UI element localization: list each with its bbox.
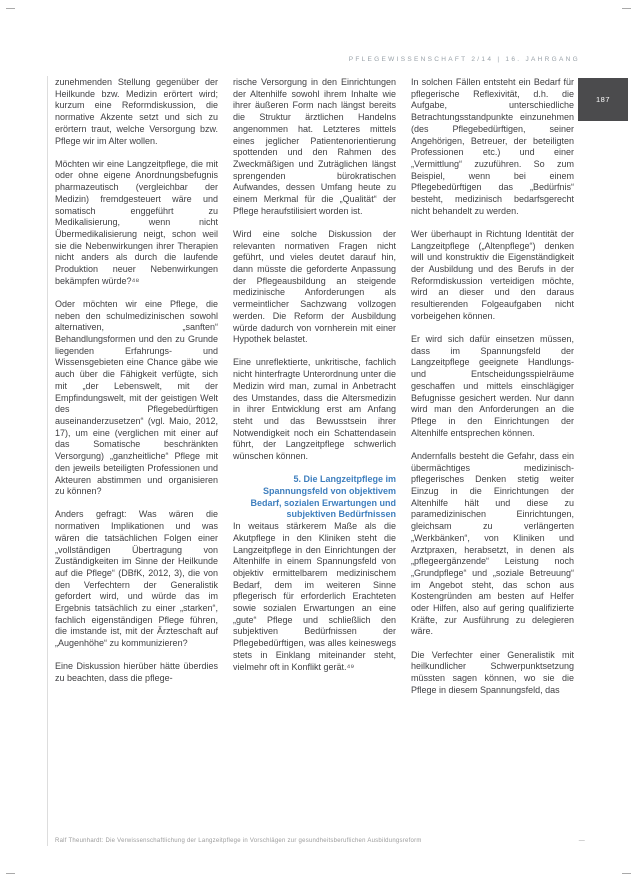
footer-line <box>55 838 585 844</box>
body-paragraph: In solchen Fällen entsteht ein Bedarf für pflegerische Reflexivität, d.h. die Aufgabe, unterschiedliche Betrachtungsstandpunkte einzunehmen (des Pflegebedürftigen, seiner Angehörigen, Betreuer, der beteiligten Professionen etc.) und einer „Vermittlung“ zuzuführen. So zum Beispiel, wenn bei einem Pflegebedürftigen das „Bedürfnis“ besteht, medizinisch bedarfsgerecht nicht behandelt zu werden. <box>411 77 574 216</box>
page-number: 187 <box>595 95 610 104</box>
body-paragraph: In weitaus stärkerem Maße als die Akutpflege in den Kliniken steht die Langzeitpflege in den Einrichtungen der Altenhilfe in einem Spannungsfeld von objektiv ermittelbarem medizinischem Bedarf, dem im weiteren Sinne pflegerisch für erforderlich Erachteten sowie sozialen Erwartungen an eine „gute“ Pflege und schließlich den subjektiven Bedürfnissen der Pflegebedürftigen, was alles keineswegs stets in Einklang miteinander steht, vielmehr oft in Konflikt gerät.⁴⁹ <box>233 521 396 672</box>
journal-header: PFLEGEWISSENSCHAFT 2/14 | 16. JAHRGANG <box>348 56 580 63</box>
body-paragraph: zunehmenden Stellung gegenüber der Heilkunde bzw. Medizin erörtert wird; kurzum eine Reformdiskussion, die normative Akzente setzt und sich zu erörtern traut, welche Versorgung bzw. Pflege wir im Alter wollen. <box>55 77 218 146</box>
crop-mark-bottom-right <box>622 873 631 874</box>
text-columns <box>55 77 574 696</box>
body-paragraph: Oder möchten wir eine Pflege, die neben den schulmedizinischen sowohl alternativen, „sanften“ Behandlungsformen und den zu Grunde liegenden Erfahrungs- und Wissensgebieten eine Chance gäbe wie auch über die Fähigkeit verfügte, sich mit „der Lebenswelt, mit der Empfindungswelt, mit der geistigen Welt des Pflegebedürftigen auseinanderzusetzen“ (vgl. Maio, 2012, 17), um eine (verglichen mit einer auf das Somatische beschränkten Versorgung) „ganzheitliche“ Pflege mit den jeweils beteiligten Professionen und Akteuren abstimmen und organisieren zu können? <box>55 298 218 497</box>
body-paragraph: Möchten wir eine Langzeitpflege, die mit oder ohne eigene Anordnungsbefugnis pharmazeutisch (vergleichbar der Medizin) fremdgesteuert wäre und somatisch enggeführt zu Medikalisierung, wenn nicht Übermedikalisierung neigt, schon weil sie die Nebenwirkungen ihrer Therapien nicht anders als durch die laufende Produktion neuer Nebenwirkungen bekämpfen würde?⁴⁸ <box>55 158 218 286</box>
body-paragraph: Die Verfechter einer Generalistik mit heilkundlicher Schwerpunktsetzung müssten sagen können, wo sie die Pflege in diesem Spannungsfeld, das <box>411 649 574 695</box>
crop-mark-bottom-left <box>6 873 15 874</box>
section-heading-line: Bedarf, sozialen Erwartungen und <box>250 497 396 508</box>
text-column-2 <box>233 77 396 696</box>
body-paragraph: Anders gefragt: Was wären die normativen Implikationen und was wären die tatsächlichen Folgen einer „vollständigen Übertragung von Zuständigkeiten im Sinne der Heilkunde auf die Pflege“ (DBfK, 2012, 3), die von den Verfechtern der Generalistik gefordert wird, und würde das im Ergebnis tatsächlich zu einer „starken“, fachlich eigenständigen Pflege führen, die imstande ist, mit der Ärzteschaft auf „Augenhöhe“ zu kommunizieren? <box>55 509 218 649</box>
body-paragraph: Wird eine solche Diskussion der relevanten normativen Fragen nicht geführt, und vieles deutet darauf hin, dann müsste die geforderte Anpassung der Pflegeausbildung an steigende medizinische Anforderungen als vermeintlicher Sachzwang vollzogen werden. Die Reform der Ausbildung würde dadurch von vornherein mit einer Hypothek belastet. <box>233 228 396 345</box>
text-column-3 <box>411 77 574 696</box>
footer-article-reference: Ralf Theunhardt: Die Verwissenschaftlichung der Langzeitpflege in Vorschlägen zur gesundheitsberuflichen Ausbildungsreform <box>55 838 422 844</box>
body-paragraph: Wer überhaupt in Richtung Identität der Langzeitpflege („Altenpflege“) denken will und konstruktiv die Eigenständigkeit der Ausbildung und des Berufs in der Reformdiskussion verteidigen möchte, wird an dieser und den daraus resultierenden Folgeaufgaben nicht vorbeigehen können. <box>411 228 574 321</box>
left-margin-rule <box>47 76 48 846</box>
section-heading-line: 5. Die Langzeitpflege im <box>293 474 396 485</box>
crop-mark-top-right <box>622 8 631 9</box>
text-column-1 <box>55 77 218 696</box>
body-paragraph: rische Versorgung in den Einrichtungen der Altenhilfe sowohl ihrem Inhalte wie ihrer äußeren Form nach längst bereits die Struktur ärztlichen Handelns angenommen hat. Letzteres mittels eines jeglicher Patientenorientierung spottenden und den Rahmen des Zweckmäßigen und Zuträglichen längst sprengenden bürokratischen Aufwandes, dessen Umfang heute zu einem Merkmal für die „Qualität“ der Pflege heraufstilisiert worden ist. <box>233 77 396 216</box>
body-paragraph: Andernfalls besteht die Gefahr, dass ein übermächtiges medizinisch-pflegerisches Denken stetig weiter Einzug in die Einrichtungen der Altenhilfe hält und diese zu paramedizinischen Einrichtungen, gleichsam zu verlängerten „Werkbänken“, von Kliniken und Arztpraxen, herabsetzt, in denen als „pflegeergänzende“ Leistung noch „Grundpflege“ und „soziale Betreuung“ im Angebot steht, das schon aus Kostengründen am besten auf Helfer oder Hilfen, also auf gering qualifizierte Kräfte, zur Ausführung zu delegieren wäre. <box>411 450 574 637</box>
page-number-badge <box>578 78 628 121</box>
body-paragraph: Eine Diskussion hierüber hätte überdies zu beachten, dass die pflege- <box>55 661 218 684</box>
crop-mark-top-left <box>6 8 15 9</box>
body-paragraph: Eine unreflektierte, unkritische, fachlich nicht hinterfragte Unterordnung unter die Medizin wird man, zumal in Anbetracht des Umstandes, dass die Altersmedizin in ihrer Entwicklung erst am Anfang steht und das Bewusstsein ihrer Notwendigkeit noch ein Schattendasein führt, der Langzeitpflege schwerlich wünschen können. <box>233 357 396 462</box>
body-paragraph: Er wird sich dafür einsetzen müssen, dass im Spannungsfeld der Langzeitpflege geeignete Handlungs- und Entscheidungsspielräume geschaffen und mittels einschlägiger Befugnisse gesichert werden. Nur dann wird man den Anforderungen an die Pflege in den Einrichtungen der Altenhilfe entsprechen können. <box>411 334 574 438</box>
footer-end-mark: — <box>578 838 585 844</box>
section-heading-line: subjektiven Bedürfnissen <box>286 509 396 520</box>
section-heading-line: Spannungsfeld von objektivem <box>262 486 396 496</box>
section-heading <box>233 474 396 521</box>
